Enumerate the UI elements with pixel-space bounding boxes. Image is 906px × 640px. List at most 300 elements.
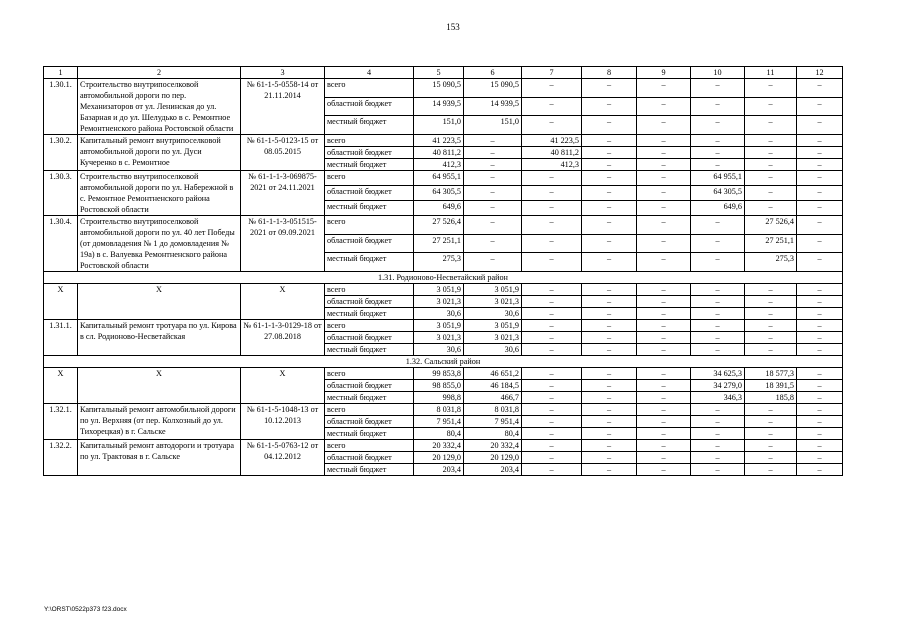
amount-cell: –: [522, 234, 582, 253]
amount-cell: 64 305,5: [691, 186, 745, 201]
amount-cell: –: [582, 79, 637, 98]
amount-cell: 14 939,5: [464, 97, 522, 116]
amount-cell: –: [522, 440, 582, 452]
amount-cell: –: [522, 253, 582, 272]
amount-cell: 30,6: [414, 308, 464, 320]
amount-cell: –: [582, 147, 637, 159]
funding-source: областной бюджет: [325, 416, 414, 428]
item-name: Х: [78, 368, 241, 404]
amount-cell: –: [745, 116, 797, 135]
amount-cell: –: [522, 201, 582, 216]
amount-cell: –: [464, 186, 522, 201]
amount-cell: –: [637, 216, 691, 235]
amount-cell: –: [797, 253, 843, 272]
amount-cell: –: [797, 332, 843, 344]
item-number: Х: [44, 368, 78, 404]
amount-cell: –: [582, 368, 637, 380]
amount-cell: –: [797, 344, 843, 356]
amount-cell: –: [637, 464, 691, 476]
amount-cell: 30,6: [414, 344, 464, 356]
item-name: Капитальный ремонт автодороги и тротуара по ул. Трактовая в г. Сальске: [78, 440, 241, 476]
amount-cell: –: [582, 116, 637, 135]
amount-cell: –: [637, 392, 691, 404]
amount-cell: –: [582, 234, 637, 253]
amount-cell: 64 955,1: [691, 171, 745, 186]
amount-cell: –: [582, 216, 637, 235]
funding-source: местный бюджет: [325, 464, 414, 476]
amount-cell: –: [745, 284, 797, 296]
amount-cell: 27 526,4: [745, 216, 797, 235]
amount-cell: –: [582, 404, 637, 416]
amount-cell: –: [745, 201, 797, 216]
file-path-footer: Y:\ORST\0522p373 f23.docx: [44, 606, 127, 613]
amount-cell: 34 279,0: [691, 380, 745, 392]
funding-source: всего: [325, 368, 414, 380]
column-number: 11: [745, 67, 797, 79]
funding-source: местный бюджет: [325, 201, 414, 216]
amount-cell: –: [637, 308, 691, 320]
amount-cell: –: [797, 147, 843, 159]
amount-cell: –: [745, 97, 797, 116]
funding-source: местный бюджет: [325, 344, 414, 356]
item-name: Строительство внутрипоселковой автомобильной дороги по ул. Набережной в с. Ремонтное Ремонтненского района Ростовской области: [78, 171, 241, 216]
amount-cell: –: [522, 284, 582, 296]
amount-cell: 98 855,0: [414, 380, 464, 392]
amount-cell: 99 853,8: [414, 368, 464, 380]
amount-cell: –: [797, 308, 843, 320]
amount-cell: 40 811,2: [414, 147, 464, 159]
amount-cell: –: [637, 79, 691, 98]
amount-cell: –: [637, 234, 691, 253]
funding-source: областной бюджет: [325, 234, 414, 253]
table-row: [44, 320, 843, 332]
funding-source: всего: [325, 216, 414, 235]
amount-cell: –: [582, 428, 637, 440]
funding-source: местный бюджет: [325, 428, 414, 440]
item-name: Х: [78, 284, 241, 320]
amount-cell: –: [582, 201, 637, 216]
column-number: 2: [78, 67, 241, 79]
amount-cell: –: [464, 216, 522, 235]
table-row: [44, 171, 843, 186]
item-number: 1.30.3.: [44, 171, 78, 216]
item-document: № 61-1-5-0123-15 от 08.05.2015: [241, 135, 325, 171]
amount-cell: –: [797, 380, 843, 392]
amount-cell: –: [637, 159, 691, 171]
amount-cell: –: [464, 234, 522, 253]
amount-cell: –: [582, 253, 637, 272]
amount-cell: –: [691, 147, 745, 159]
funding-source: местный бюджет: [325, 159, 414, 171]
item-name: Капитальный ремонт автомобильной дороги по ул. Верхняя (от пер. Колхозный до ул. Тихорецкая) в г. Сальске: [78, 404, 241, 440]
amount-cell: 80,4: [414, 428, 464, 440]
amount-cell: 203,4: [464, 464, 522, 476]
amount-cell: –: [637, 116, 691, 135]
amount-cell: –: [797, 284, 843, 296]
amount-cell: –: [745, 404, 797, 416]
funding-source: местный бюджет: [325, 253, 414, 272]
amount-cell: –: [582, 159, 637, 171]
item-document: № 61-1-5-1048-13 от 10.12.2013: [241, 404, 325, 440]
amount-cell: –: [464, 159, 522, 171]
item-document: Х: [241, 368, 325, 404]
amount-cell: –: [582, 452, 637, 464]
amount-cell: 41 223,5: [522, 135, 582, 147]
amount-cell: –: [522, 344, 582, 356]
amount-cell: 3 021,3: [464, 332, 522, 344]
amount-cell: –: [745, 416, 797, 428]
table-body: [44, 67, 843, 476]
amount-cell: –: [745, 296, 797, 308]
amount-cell: –: [637, 320, 691, 332]
amount-cell: –: [522, 416, 582, 428]
funding-source: всего: [325, 440, 414, 452]
amount-cell: 151,0: [464, 116, 522, 135]
amount-cell: –: [691, 440, 745, 452]
item-document: № 61-1-1-3-069875-2021 от 24.11.2021: [241, 171, 325, 216]
amount-cell: 3 051,9: [464, 284, 522, 296]
amount-cell: –: [745, 159, 797, 171]
funding-source: областной бюджет: [325, 380, 414, 392]
amount-cell: 64 955,1: [414, 171, 464, 186]
amount-cell: –: [797, 440, 843, 452]
amount-cell: –: [522, 308, 582, 320]
amount-cell: –: [522, 186, 582, 201]
amount-cell: –: [691, 464, 745, 476]
amount-cell: –: [522, 404, 582, 416]
amount-cell: –: [745, 308, 797, 320]
amount-cell: 466,7: [464, 392, 522, 404]
amount-cell: –: [637, 452, 691, 464]
amount-cell: –: [582, 97, 637, 116]
amount-cell: –: [745, 147, 797, 159]
amount-cell: 3 021,3: [464, 296, 522, 308]
amount-cell: –: [582, 440, 637, 452]
funding-source: всего: [325, 171, 414, 186]
amount-cell: –: [745, 186, 797, 201]
item-document: № 61-1-5-0558-14 от 21.11.2014: [241, 79, 325, 135]
table-row: [44, 79, 843, 98]
table-row: [44, 404, 843, 416]
item-document: Х: [241, 284, 325, 320]
amount-cell: –: [691, 234, 745, 253]
amount-cell: –: [522, 464, 582, 476]
table-row: [44, 135, 843, 147]
amount-cell: –: [637, 201, 691, 216]
amount-cell: 46 184,5: [464, 380, 522, 392]
funding-source: областной бюджет: [325, 147, 414, 159]
amount-cell: 998,8: [414, 392, 464, 404]
funding-source: всего: [325, 404, 414, 416]
amount-cell: 14 939,5: [414, 97, 464, 116]
amount-cell: –: [464, 201, 522, 216]
amount-cell: 151,0: [414, 116, 464, 135]
amount-cell: –: [691, 428, 745, 440]
amount-cell: –: [797, 296, 843, 308]
amount-cell: 46 651,2: [464, 368, 522, 380]
item-name: Строительство внутрипоселковой автомобильной дороги по ул. 40 лет Победы (от домовладения № 1 до домовладения № 19а) в с. Валуевка Ремонтненского района Ростовской области: [78, 216, 241, 272]
amount-cell: –: [691, 253, 745, 272]
amount-cell: –: [797, 216, 843, 235]
amount-cell: –: [745, 332, 797, 344]
item-number: 1.30.4.: [44, 216, 78, 272]
amount-cell: –: [522, 368, 582, 380]
amount-cell: 3 051,9: [414, 284, 464, 296]
amount-cell: –: [691, 79, 745, 98]
column-number: 7: [522, 67, 582, 79]
amount-cell: –: [522, 332, 582, 344]
column-number: 3: [241, 67, 325, 79]
amount-cell: –: [582, 392, 637, 404]
amount-cell: 3 021,3: [414, 332, 464, 344]
amount-cell: 203,4: [414, 464, 464, 476]
item-number: Х: [44, 284, 78, 320]
amount-cell: –: [691, 159, 745, 171]
amount-cell: –: [691, 404, 745, 416]
section-title: 1.32. Сальский район: [44, 356, 843, 368]
amount-cell: –: [522, 320, 582, 332]
amount-cell: –: [797, 159, 843, 171]
amount-cell: –: [637, 147, 691, 159]
amount-cell: –: [745, 344, 797, 356]
item-document: № 61-1-5-0763-12 от 04.12.2012: [241, 440, 325, 476]
amount-cell: –: [745, 79, 797, 98]
amount-cell: –: [797, 135, 843, 147]
amount-cell: –: [637, 253, 691, 272]
item-number: 1.30.1.: [44, 79, 78, 135]
amount-cell: 412,3: [414, 159, 464, 171]
amount-cell: –: [637, 332, 691, 344]
amount-cell: –: [691, 97, 745, 116]
amount-cell: 8 031,8: [464, 404, 522, 416]
amount-cell: –: [582, 171, 637, 186]
amount-cell: –: [522, 392, 582, 404]
amount-cell: 64 305,5: [414, 186, 464, 201]
funding-source: областной бюджет: [325, 296, 414, 308]
amount-cell: –: [464, 135, 522, 147]
funding-source: всего: [325, 79, 414, 98]
budget-table: [43, 66, 843, 476]
funding-source: всего: [325, 135, 414, 147]
amount-cell: 7 951,4: [414, 416, 464, 428]
amount-cell: 8 031,8: [414, 404, 464, 416]
item-name: Строительство внутрипоселковой автомобильной дороги по пер. Механизаторов от ул. Ленинская до ул. Базарная и до ул. Шелудько в с. Ремонтное Ремонтненского района Ростовской области: [78, 79, 241, 135]
amount-cell: –: [691, 344, 745, 356]
amount-cell: –: [582, 416, 637, 428]
item-name: Капитальный ремонт тротуара по ул. Кирова в сл. Родионово-Несветайская: [78, 320, 241, 356]
amount-cell: –: [637, 380, 691, 392]
amount-cell: –: [582, 135, 637, 147]
amount-cell: –: [745, 428, 797, 440]
amount-cell: 20 129,0: [464, 452, 522, 464]
amount-cell: 18 391,5: [745, 380, 797, 392]
funding-source: всего: [325, 284, 414, 296]
funding-source: всего: [325, 320, 414, 332]
amount-cell: 27 251,1: [414, 234, 464, 253]
section-row: [44, 272, 843, 284]
amount-cell: –: [797, 392, 843, 404]
amount-cell: –: [637, 416, 691, 428]
amount-cell: –: [797, 452, 843, 464]
amount-cell: 40 811,2: [522, 147, 582, 159]
table-row: [44, 284, 843, 296]
amount-cell: –: [522, 216, 582, 235]
amount-cell: –: [797, 171, 843, 186]
amount-cell: –: [797, 416, 843, 428]
section-row: [44, 356, 843, 368]
amount-cell: –: [637, 186, 691, 201]
amount-cell: 27 251,1: [745, 234, 797, 253]
amount-cell: 80,4: [464, 428, 522, 440]
amount-cell: 412,3: [522, 159, 582, 171]
item-number: 1.31.1.: [44, 320, 78, 356]
funding-source: областной бюджет: [325, 97, 414, 116]
amount-cell: –: [745, 135, 797, 147]
amount-cell: 30,6: [464, 308, 522, 320]
amount-cell: –: [797, 464, 843, 476]
column-number: 6: [464, 67, 522, 79]
amount-cell: –: [637, 440, 691, 452]
item-document: № 61-1-1-3-0129-18 от 27.08.2018: [241, 320, 325, 356]
amount-cell: 18 577,3: [745, 368, 797, 380]
column-number: 12: [797, 67, 843, 79]
amount-cell: –: [797, 404, 843, 416]
amount-cell: –: [797, 368, 843, 380]
column-number: 5: [414, 67, 464, 79]
funding-source: областной бюджет: [325, 186, 414, 201]
amount-cell: –: [797, 186, 843, 201]
amount-cell: –: [745, 464, 797, 476]
amount-cell: 15 090,5: [414, 79, 464, 98]
amount-cell: –: [691, 308, 745, 320]
table-row: [44, 216, 843, 235]
amount-cell: –: [797, 116, 843, 135]
amount-cell: –: [691, 452, 745, 464]
amount-cell: –: [797, 201, 843, 216]
amount-cell: –: [797, 79, 843, 98]
amount-cell: –: [582, 186, 637, 201]
amount-cell: –: [522, 452, 582, 464]
amount-cell: –: [637, 404, 691, 416]
amount-cell: –: [797, 428, 843, 440]
amount-cell: –: [691, 284, 745, 296]
item-document: № 61-1-1-3-051515-2021 от 09.09.2021: [241, 216, 325, 272]
amount-cell: 30,6: [464, 344, 522, 356]
item-number: 1.30.2.: [44, 135, 78, 171]
amount-cell: 20 332,4: [464, 440, 522, 452]
amount-cell: –: [522, 380, 582, 392]
column-number: 1: [44, 67, 78, 79]
item-name: Капитальный ремонт внутрипоселковой автомобильной дороги по ул. Дуси Кучеренко в с. Ремонтное: [78, 135, 241, 171]
funding-source: местный бюджет: [325, 116, 414, 135]
amount-cell: –: [637, 97, 691, 116]
amount-cell: –: [522, 171, 582, 186]
amount-cell: –: [745, 452, 797, 464]
amount-cell: –: [637, 171, 691, 186]
amount-cell: 275,3: [745, 253, 797, 272]
amount-cell: 27 526,4: [414, 216, 464, 235]
amount-cell: –: [691, 116, 745, 135]
amount-cell: –: [582, 332, 637, 344]
amount-cell: –: [797, 320, 843, 332]
funding-source: местный бюджет: [325, 392, 414, 404]
item-number: 1.32.1.: [44, 404, 78, 440]
amount-cell: –: [745, 171, 797, 186]
amount-cell: 3 051,9: [464, 320, 522, 332]
amount-cell: –: [582, 464, 637, 476]
amount-cell: –: [522, 116, 582, 135]
amount-cell: –: [522, 97, 582, 116]
item-number: 1.32.2.: [44, 440, 78, 476]
amount-cell: –: [637, 284, 691, 296]
header-row: [44, 67, 843, 79]
amount-cell: 7 951,4: [464, 416, 522, 428]
amount-cell: –: [745, 440, 797, 452]
amount-cell: –: [637, 135, 691, 147]
amount-cell: 185,8: [745, 392, 797, 404]
column-number: 4: [325, 67, 414, 79]
amount-cell: –: [637, 296, 691, 308]
amount-cell: –: [582, 296, 637, 308]
amount-cell: –: [582, 284, 637, 296]
amount-cell: 275,3: [414, 253, 464, 272]
table-row: [44, 440, 843, 452]
amount-cell: –: [582, 320, 637, 332]
amount-cell: 20 129,0: [414, 452, 464, 464]
amount-cell: 34 625,3: [691, 368, 745, 380]
amount-cell: –: [691, 296, 745, 308]
amount-cell: –: [637, 368, 691, 380]
funding-source: областной бюджет: [325, 332, 414, 344]
amount-cell: –: [745, 320, 797, 332]
amount-cell: –: [582, 308, 637, 320]
section-title: 1.31. Родионово-Несветайский район: [44, 272, 843, 284]
funding-source: местный бюджет: [325, 308, 414, 320]
table-row: [44, 368, 843, 380]
amount-cell: 346,3: [691, 392, 745, 404]
amount-cell: –: [637, 344, 691, 356]
amount-cell: 3 051,9: [414, 320, 464, 332]
amount-cell: –: [522, 296, 582, 308]
amount-cell: –: [691, 416, 745, 428]
amount-cell: 649,6: [414, 201, 464, 216]
amount-cell: –: [582, 380, 637, 392]
amount-cell: –: [691, 216, 745, 235]
amount-cell: –: [691, 135, 745, 147]
column-number: 9: [637, 67, 691, 79]
column-number: 8: [582, 67, 637, 79]
amount-cell: –: [464, 171, 522, 186]
amount-cell: –: [464, 147, 522, 159]
amount-cell: 20 332,4: [414, 440, 464, 452]
amount-cell: 649,6: [691, 201, 745, 216]
amount-cell: –: [691, 320, 745, 332]
amount-cell: 15 090,5: [464, 79, 522, 98]
amount-cell: 41 223,5: [414, 135, 464, 147]
amount-cell: –: [464, 253, 522, 272]
amount-cell: –: [522, 428, 582, 440]
amount-cell: –: [797, 97, 843, 116]
amount-cell: –: [522, 79, 582, 98]
amount-cell: –: [797, 234, 843, 253]
funding-source: областной бюджет: [325, 452, 414, 464]
page-number: 153: [446, 22, 460, 32]
column-number: 10: [691, 67, 745, 79]
amount-cell: –: [691, 332, 745, 344]
amount-cell: –: [582, 344, 637, 356]
amount-cell: –: [637, 428, 691, 440]
amount-cell: 3 021,3: [414, 296, 464, 308]
